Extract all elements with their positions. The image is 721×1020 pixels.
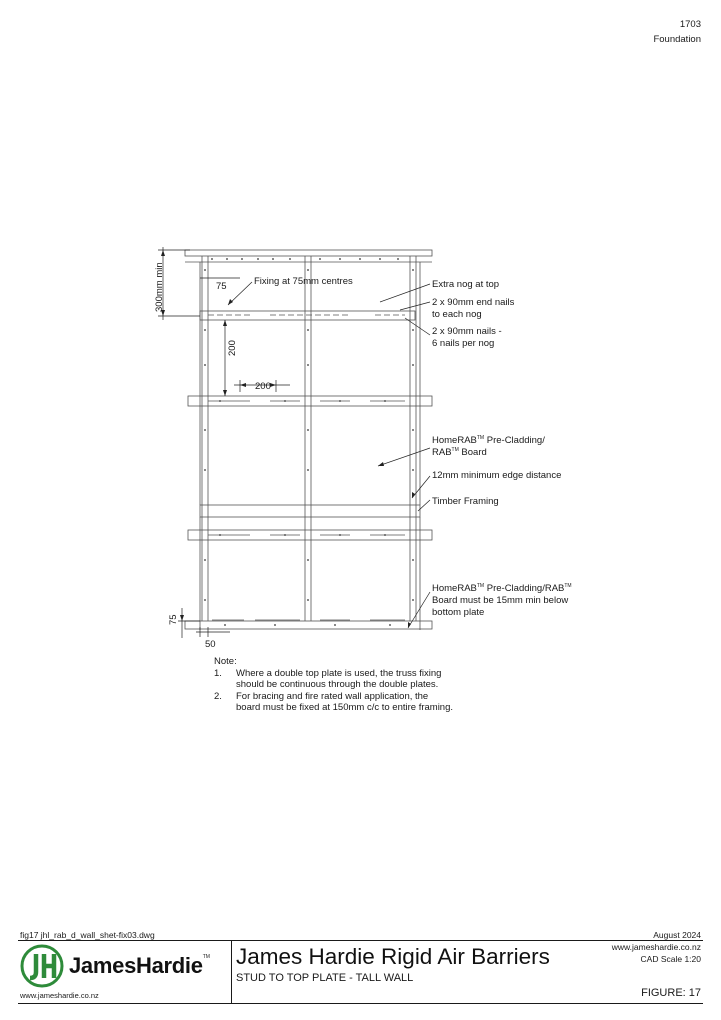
dim-200-vertical: 200 [227,340,238,356]
drawing-filename: fig17 jhl_rab_d_wall_shet-fix03.dwg [20,930,155,940]
dim-50: 50 [205,639,216,650]
label-nog-nails-1: 2 x 90mm nails - [432,326,502,337]
website: www.jameshardie.co.nz [611,942,701,952]
dim-75-bottom: 75 [168,614,179,625]
drawing-title: James Hardie Rigid Air Barriers [236,944,550,969]
top-plate [185,250,432,256]
label-timber-framing: Timber Framing [432,496,499,507]
label-bottom-line2: Board must be 15mm min below [432,595,569,606]
notes-heading: Note: [214,656,237,667]
note-item: 2. For bracing and fire rated wall application, the board must be fixed at 150mm c/c to entire framing. [214,690,454,713]
label-bottom-line3: bottom plate [432,607,485,618]
drawing-subtitle: STUD TO TOP PLATE - TALL WALL [236,972,414,984]
label-fixing: Fixing at 75mm centres [254,276,353,287]
label-board-line1: HomeRAB™ Pre-Cladding/ [432,435,545,446]
nog-row-lower [188,530,432,540]
label-edge-distance: 12mm minimum edge distance [432,470,562,481]
logo-tm: TM [202,954,210,960]
label-board-line2: RAB™ Board [432,447,487,458]
label-end-nails-1: 2 x 90mm end nails [432,297,515,308]
fixing-dots [204,258,414,626]
extra-top-nogs [200,311,415,320]
cad-scale: CAD Scale 1:20 [640,954,701,964]
mid-dwang [200,505,420,517]
document-section: Foundation [653,34,701,45]
label-bottom-line1: HomeRAB™ Pre-Cladding/RAB™ [432,583,572,594]
label-end-nails-2: to each nog [432,309,482,320]
figure-number: FIGURE: 17 [641,987,701,999]
note-item: 1. Where a double top plate is used, the truss fixing should be continuous through the double plates. [214,667,442,690]
nog-row-upper [188,396,432,406]
dim-300mm-min: 300mm min [154,262,165,312]
drawing-date: August 2024 [653,930,701,940]
notes [214,656,453,714]
bottom-plate [185,621,432,629]
dimension-arrows [161,250,415,628]
label-nog-nails-2: 6 nails per nog [432,338,495,349]
title-block-divider [231,940,232,1003]
jh-monogram-icon [20,944,64,988]
dim-200-horizontal: 200 [255,381,271,392]
title-block-top-rule [18,940,703,941]
footer-url: www.jameshardie.co.nz [20,991,99,1000]
title-block-bottom-rule [18,1003,703,1004]
dim-75-top: 75 [216,281,227,292]
document-number: 1703 [679,19,701,30]
jameshardie-logo [20,944,230,988]
label-extra-nog: Extra nog at top [432,279,500,290]
logo-wordmark: JamesHardie [69,953,203,978]
